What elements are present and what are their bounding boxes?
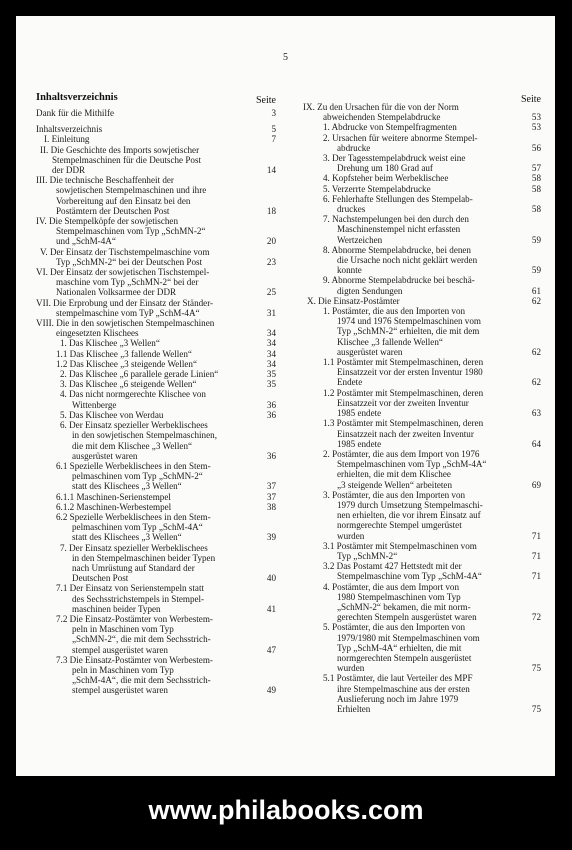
toc-entry [36, 502, 276, 512]
toc-entry-line: Stempelmaschine vom Typ „SchM-4A“ [337, 571, 482, 582]
toc-entry-line: maschinen beider Typen [72, 603, 161, 614]
toc-entry-line: Auslieferung noch im Jahre 1979 [337, 693, 459, 704]
toc-entry-line: Typ „SchMN-2“ bei der Deutschen Post [56, 256, 203, 267]
toc-entry [36, 410, 276, 420]
toc-entry-line: Vorbereitung auf den Einsatz bei den [56, 195, 191, 206]
toc-entry-page: 39 [266, 532, 276, 543]
toc-entry-line: IV. Die Stempelköpfe der sowjetischen [36, 216, 179, 227]
toc-entry-line: Dank für die Mithilfe [36, 108, 115, 118]
toc-entry-page: 23 [266, 256, 276, 267]
toc-entry-page: 57 [531, 163, 541, 174]
toc-entry [289, 122, 541, 132]
toc-entry [36, 492, 276, 502]
toc-entry-line: 3. Postämter, die aus den Importen von [323, 489, 466, 500]
toc-entry-line: 6.1.1 Maschinen-Serienstempel [56, 491, 171, 502]
toc-entry-line: 1979/1980 mit Stempelmaschinen vom [337, 632, 480, 643]
toc-entry-page: 35 [266, 379, 276, 390]
toc-entry [36, 108, 276, 118]
toc-entry-line: Postämtern der Deutschen Post [56, 205, 170, 216]
toc-entries-right [289, 102, 541, 714]
toc-entry [289, 582, 541, 623]
toc-entry-page: 40 [266, 573, 276, 584]
toc-title: Inhaltsverzeichnis [36, 92, 118, 103]
toc-entry-line: V. Der Einsatz der Tischstempelmaschine vom [40, 246, 210, 257]
toc-entry [289, 133, 541, 153]
toc-entry-page: 56 [531, 142, 541, 153]
toc-entry [289, 153, 541, 173]
toc-entry-line: 1985 endete [337, 438, 382, 449]
toc-entry-line: Maschinenstempel nicht erfassten [337, 224, 461, 235]
toc-entry [289, 490, 541, 541]
toc-entry-line: 6. Der Einsatz spezieller Werbeklischees [60, 420, 208, 431]
toc-entry-page: 58 [531, 173, 541, 184]
seite-label-right: Seite [521, 94, 541, 105]
toc-entry-line: 8. Abnorme Stempelabdrucke, bei denen [323, 244, 471, 255]
toc-entry-line: 1980 Stempelmaschinen vom Typ [337, 591, 461, 602]
toc-entry-line: „SchM-4A“, die mit dem Sechsstrich- [72, 675, 211, 686]
toc-entry [289, 184, 541, 194]
toc-entry-line: digten Sendungen [337, 285, 403, 296]
footer-url: www.philabooks.com [148, 795, 424, 825]
toc-entry-page: 72 [531, 612, 541, 623]
toc-entry [36, 124, 276, 134]
toc-entry-line: in den sowjetischen Stempelmaschinen, [72, 430, 217, 441]
toc-entry-line: 2. Ursachen für weitere abnorme Stempel- [323, 132, 478, 143]
toc-entry-line: II. Die Geschichte des Imports sowjetischer [40, 144, 200, 155]
toc-entry-page: 36 [266, 450, 276, 461]
toc-entry-line: 6.1.2 Maschinen-Werbestempel [56, 501, 172, 512]
toc-entry-line: druckes [337, 204, 366, 215]
toc-entry-line: IX. Zu den Ursachen für die von der Norm [303, 102, 459, 112]
toc-entry-line: Drehung um 180 Grad auf [337, 163, 433, 174]
toc-entry-line: 7. Nachstempelungen bei den durch den [323, 214, 469, 225]
toc-entry-page: 41 [266, 603, 276, 614]
toc-entry-line: 7.3 Die Einsatz-Postämter von Werbestem- [56, 654, 213, 665]
toc-entry-line: 6.2 Spezielle Werbeklischees in den Stem- [56, 511, 211, 522]
toc-entry [289, 306, 541, 357]
toc-entry-line: VIII. Die in den sowjetischen Stempelmaschinen [36, 318, 215, 329]
toc-entry [36, 145, 276, 176]
toc-entry-page: 75 [531, 663, 541, 674]
toc-entry-line: 6. Fehlerhafte Stellungen des Stempelab- [323, 193, 473, 204]
toc-entry-line: Erhielten [337, 703, 371, 714]
seite-label: Seite [256, 95, 276, 106]
toc-entry-line: maschine vom Typ „SchMN-2“ bei der [56, 277, 199, 288]
toc-entry-line: 5.1 Postämter, die laut Verteiler des MPF [323, 673, 473, 684]
toc-entry-page: 47 [266, 644, 276, 655]
toc-entry-line: „SchMN-2“ bekamen, die mit norm- [337, 601, 471, 612]
toc-entry-line: normgerechte Stempel umgerüstet [337, 520, 462, 531]
toc-entry-line: 1. Postämter, die aus den Importen von [323, 306, 466, 317]
toc-entry-line: 5. Das Klischee von Werdau [60, 409, 164, 420]
toc-entry-line: normgerechten Stempeln ausgerüstet [337, 652, 472, 663]
toc-entry-page: 36 [266, 399, 276, 410]
toc-entries-left [36, 108, 276, 696]
toc-entry-line: 1. Das Klischee „3 Wellen“ [60, 338, 160, 349]
toc-entry-line: 5. Postämter, die aus den Importen von [323, 622, 466, 633]
toc-entry-line: pelmaschinen vom Typ „SchM-4A“ [72, 522, 203, 533]
toc-entry-line: 7.1 Der Einsatz von Serienstempeln statt [56, 583, 204, 594]
toc-entry-line: 6.1 Spezielle Werbeklischees in den Stem- [56, 460, 211, 471]
toc-entry-page: 37 [266, 491, 276, 502]
toc-entry-page: 34 [266, 338, 276, 349]
toc-entry-line: gerechten Stempeln ausgerüstet waren [337, 612, 477, 623]
toc-entry-line: stempel ausgerüstet waren [72, 644, 168, 655]
toc-entry-line: 1. Abdrucke von Stempelfragmenten [323, 122, 457, 133]
page-number: 5 [283, 52, 288, 63]
toc-entry-page: 20 [266, 236, 276, 247]
toc-entry [289, 622, 541, 673]
toc-header-right [289, 92, 541, 105]
toc-entry-line: 2. Postämter, die aus dem Import von 1976 [323, 448, 480, 459]
toc-entry-line: Deutschen Post [72, 573, 129, 584]
toc-entry [36, 614, 276, 655]
toc-entry-line: 7. Der Einsatz spezieller Werbeklischees [60, 542, 208, 553]
toc-entry-line: die Ursache noch nicht geklärt werden [337, 255, 478, 266]
toc-entry-page: 37 [266, 481, 276, 492]
toc-entry-line: Stempelmaschinen vom Typ „SchMN-2“ [56, 226, 206, 237]
toc-entry-page: 71 [531, 571, 541, 582]
toc-entry-page: 53 [531, 122, 541, 133]
toc-entry-line: 1.3 Postämter mit Stempelmaschinen, deren [323, 418, 484, 429]
document-page [16, 16, 555, 776]
toc-entry [36, 359, 276, 369]
toc-entry [36, 134, 276, 144]
toc-entry-page: 34 [266, 348, 276, 359]
toc-entry-page: 62 [531, 295, 541, 306]
toc-entry [36, 583, 276, 614]
toc-entry-line: 1974 und 1976 Stempelmaschinen vom [337, 316, 481, 327]
toc-entry-line: III. Die technische Beschaffenheit der [36, 175, 174, 186]
toc-entry-page: 71 [531, 530, 541, 541]
toc-entry [289, 275, 541, 295]
toc-entry-line: 7.2 Die Einsatz-Postämter von Werbestem- [56, 613, 213, 624]
toc-entry-line: peln in Maschinen vom Typ [72, 664, 174, 675]
toc-entry [289, 561, 541, 581]
toc-entry-page: 7 [271, 134, 276, 145]
toc-entry-page: 62 [531, 346, 541, 357]
toc-entry-line: statt des Klischees „3 Wellen“ [72, 532, 182, 543]
toc-header [36, 92, 276, 108]
toc-entry-line: 1.1 Postämter mit Stempelmaschinen, deren [323, 357, 484, 368]
toc-column-right [289, 92, 541, 714]
toc-entry-line: 1.2 Das Klischee „3 steigende Wellen“ [56, 358, 198, 369]
toc-entry-line: Einsatzzeit vor der ersten Inventur 1980 [337, 367, 483, 378]
toc-entry [36, 298, 276, 318]
toc-entry-page: 61 [531, 285, 541, 296]
toc-entry-line: stempelmaschine vom TyP „SchM-4A“ [56, 307, 200, 318]
toc-entry-line: 4. Postämter, die aus dem Import von [323, 581, 460, 592]
toc-entry-line: Einsatzzeit vor der zweiten Inventur [337, 397, 469, 408]
toc-entry [289, 245, 541, 276]
toc-entry [36, 175, 276, 216]
toc-entry-line: Wertzeichen [337, 234, 383, 245]
toc-entry-line: pelmaschinen vom Typ „SchMN-2“ [72, 471, 203, 482]
toc-entry [36, 420, 276, 461]
toc-entry-line: wurden [337, 530, 365, 541]
toc-entry-line: abdrucke [337, 142, 371, 153]
toc-entry-page: 34 [266, 358, 276, 369]
toc-entry-line: eingesetzten Klischees [56, 328, 139, 339]
toc-entry-line: 4. Das nicht normgerechte Klischee von [60, 389, 206, 400]
toc-entry [289, 388, 541, 419]
toc-entry-line: 9. Abnorme Stempelabdrucke bei beschä- [323, 275, 475, 286]
toc-entry-line: nach Umrüstung auf Standard der [72, 562, 195, 573]
toc-entry-line: ausgerüstet waren [337, 346, 403, 357]
toc-entry [36, 247, 276, 267]
toc-entry-page: 59 [531, 265, 541, 276]
toc-entry-line: Inhaltsverzeichnis [36, 124, 103, 135]
toc-entry-line: Typ „SchMN-2“ [337, 550, 398, 561]
toc-entry-line: VI. Der Einsatz der sowjetischen Tischstempel- [36, 267, 210, 278]
toc-entry-line: 3. Das Klischee „6 steigende Wellen“ [60, 379, 197, 390]
toc-entry [36, 267, 276, 298]
toc-entry-line: 2. Das Klischee „6 parallele gerade Linien“ [60, 369, 219, 380]
toc-entry [36, 349, 276, 359]
toc-column-left [36, 92, 276, 696]
toc-entry [289, 214, 541, 245]
toc-entry [36, 543, 276, 584]
toc-entry [289, 673, 541, 714]
toc-entry [36, 655, 276, 696]
toc-entry [289, 449, 541, 490]
toc-entry-line: die mit dem Klischee „3 Wellen“ [72, 440, 193, 451]
toc-entry [36, 379, 276, 389]
toc-entry-page: 36 [266, 409, 276, 420]
toc-entry [36, 461, 276, 492]
toc-entry [289, 418, 541, 449]
toc-entry-page: 59 [531, 234, 541, 245]
toc-entry-line: und „SchM-4A“ [56, 236, 116, 247]
toc-entry-page: 71 [531, 550, 541, 561]
toc-entry-line: erhielten, die mit dem Klischee [337, 469, 451, 480]
toc-entry-page: 63 [531, 408, 541, 419]
toc-entry-line: stempel ausgerüstet waren [72, 685, 168, 696]
toc-entry-page: 75 [531, 703, 541, 714]
toc-entry-line: der DDR [52, 165, 86, 176]
toc-entry-page: 25 [266, 287, 276, 298]
toc-entry-page: 64 [531, 438, 541, 449]
toc-entry-line: VII. Die Erprobung und der Einsatz der Ständer- [36, 297, 214, 308]
toc-entry-line: des Sechsstrichstempels in Stempel- [72, 593, 205, 604]
toc-entry-line: 3.1 Postämter mit Stempelmaschinen vom [323, 540, 477, 551]
toc-entry [36, 512, 276, 543]
toc-entry-line: ausgerüstet waren [72, 450, 138, 461]
toc-entry-page: 58 [531, 183, 541, 194]
toc-entry-line: I. Einleitung [44, 134, 90, 145]
toc-entry-page: 31 [266, 307, 276, 318]
toc-entry-page: 53 [531, 112, 541, 123]
toc-entry-line: Einsatzzeit nach der zweiten Inventur [337, 428, 474, 439]
toc-entry-line: 1985 endete [337, 408, 382, 419]
toc-entry [36, 338, 276, 348]
toc-entry-line: Endete [337, 377, 363, 388]
toc-entry-line: 5. Verzerrte Stempelabdrucke [323, 183, 431, 194]
toc-entry [36, 318, 276, 338]
toc-entry-page: 58 [531, 204, 541, 215]
toc-entry-line: 3.2 Das Postamt 427 Hettstedt mit der [323, 561, 462, 572]
toc-entry [289, 296, 541, 306]
toc-entry-line: Wittenberge [72, 399, 117, 410]
toc-entry-line: konnte [337, 265, 362, 276]
toc-entry-line: Stempelmaschinen für die Deutsche Post [52, 154, 202, 165]
toc-entry-line: Klischee „3 fallende Wellen“ [337, 336, 443, 347]
toc-entry-line: abweichenden Stempelabdrucke [323, 112, 441, 123]
toc-entry [289, 194, 541, 214]
toc-entry [289, 541, 541, 561]
toc-entry [36, 389, 276, 409]
toc-entry-line: Typ „SchMN-2“ erhielten, die mit dem [337, 326, 480, 337]
toc-entry-line: 1.1 Das Klischee „3 fallende Wellen“ [56, 348, 192, 359]
toc-entry [289, 102, 541, 122]
toc-entry-line: 3. Der Tagesstempelabdruck weist eine [323, 153, 466, 164]
toc-entry-line: „SchMN-2“, die mit dem Sechsstrich- [72, 634, 211, 645]
toc-entry-line: 1979 durch Umsetzung Stempelmaschi- [337, 499, 483, 510]
toc-entry [36, 369, 276, 379]
toc-entry [289, 173, 541, 183]
toc-entry-line: Typ „SchM-4A“ erhielten, die mit [337, 642, 462, 653]
toc-entry-page: 14 [266, 165, 276, 176]
toc-entry-line: X. Die Einsatz-Postämter [307, 295, 400, 306]
toc-entry-line: Nationalen Volksarmee der DDR [56, 287, 177, 298]
toc-entry-line: statt des Klischees „3 Wellen“ [72, 481, 182, 492]
toc-entry-page: 69 [531, 479, 541, 490]
toc-entry-line: peln in Maschinen vom Typ [72, 624, 174, 635]
toc-entry-line: Stempelmaschinen vom Typ „SchM-4A“ [337, 459, 487, 470]
toc-entry-line: sowjetischen Stempelmaschinen und ihre [56, 185, 207, 196]
toc-entry-page: 49 [266, 685, 276, 696]
toc-entry-page: 3 [271, 108, 276, 118]
toc-entry-page: 18 [266, 205, 276, 216]
toc-entry [289, 357, 541, 388]
toc-entry-page: 34 [266, 328, 276, 339]
toc-entry-page: 62 [531, 377, 541, 388]
toc-entry-line: „3 steigende Wellen“ arbeiteten [337, 479, 452, 490]
toc-entry-line: 1.2 Postämter mit Stempelmaschinen, deren [323, 387, 484, 398]
toc-entry-line: in den Stempelmaschinen beider Typen [72, 552, 216, 563]
toc-entry-line: nen erhielten, die vor ihrem Einsatz auf [337, 510, 481, 521]
toc-entry-line: ihre Stempelmaschine aus der ersten [337, 683, 470, 694]
toc-entry-line: 4. Kopfsteher beim Werbeklischee [323, 173, 449, 184]
toc-entry-page: 38 [266, 501, 276, 512]
toc-entry-line: wurden [337, 663, 365, 674]
toc-entry-page: 5 [271, 124, 276, 135]
toc-entry-page: 35 [266, 369, 276, 380]
toc-entry [36, 216, 276, 247]
